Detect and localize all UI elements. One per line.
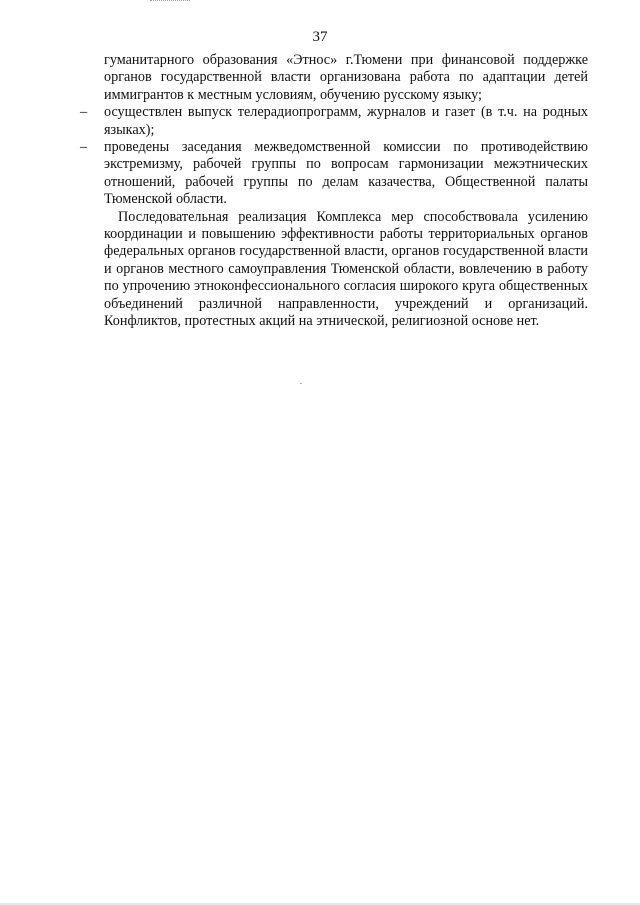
- continuation-paragraph: гуманитарного образования «Этнос» г.Тюмени при финансовой поддержке органов государственной власти организована работа по адаптации детей иммигрантов к местным условиям, обучению русскому языку;: [104, 52, 588, 103]
- dash-bullet: –: [80, 139, 88, 156]
- bullet-text: осуществлен выпуск телерадиопрограмм, журналов и газет (в т.ч. на родных языках);: [104, 104, 588, 138]
- conclusion-paragraph: Последовательная реализация Комплекса мер способствовала усилению координации и повышению эффективности работы территориальных органов федеральных органов государственной власти, органов государственной власти и органов местного самоуправления Тюменской области, вовлечению в работу по упрочению этноконфессионального согласия широкого круга общественных объединений различной направленности, учреждений и организаций. Конфликтов, протестных акций на этнической, религиозной основе нет.: [104, 208, 588, 330]
- page-number: 37: [312, 29, 328, 45]
- body-text: [80, 52, 588, 331]
- bullet-text: проведены заседания межведомственной комиссии по противодействию экстремизму, рабочей группы по вопросам гармонизации межэтнических отношений, рабочей группы по делам казачества, Общественной палаты Тюменской области.: [104, 139, 588, 208]
- scan-artifact: [150, 0, 190, 2]
- scan-artifact: [300, 383, 302, 384]
- bullet-item: [80, 104, 588, 139]
- dash-bullet: –: [80, 104, 88, 121]
- bullet-item: [80, 139, 588, 209]
